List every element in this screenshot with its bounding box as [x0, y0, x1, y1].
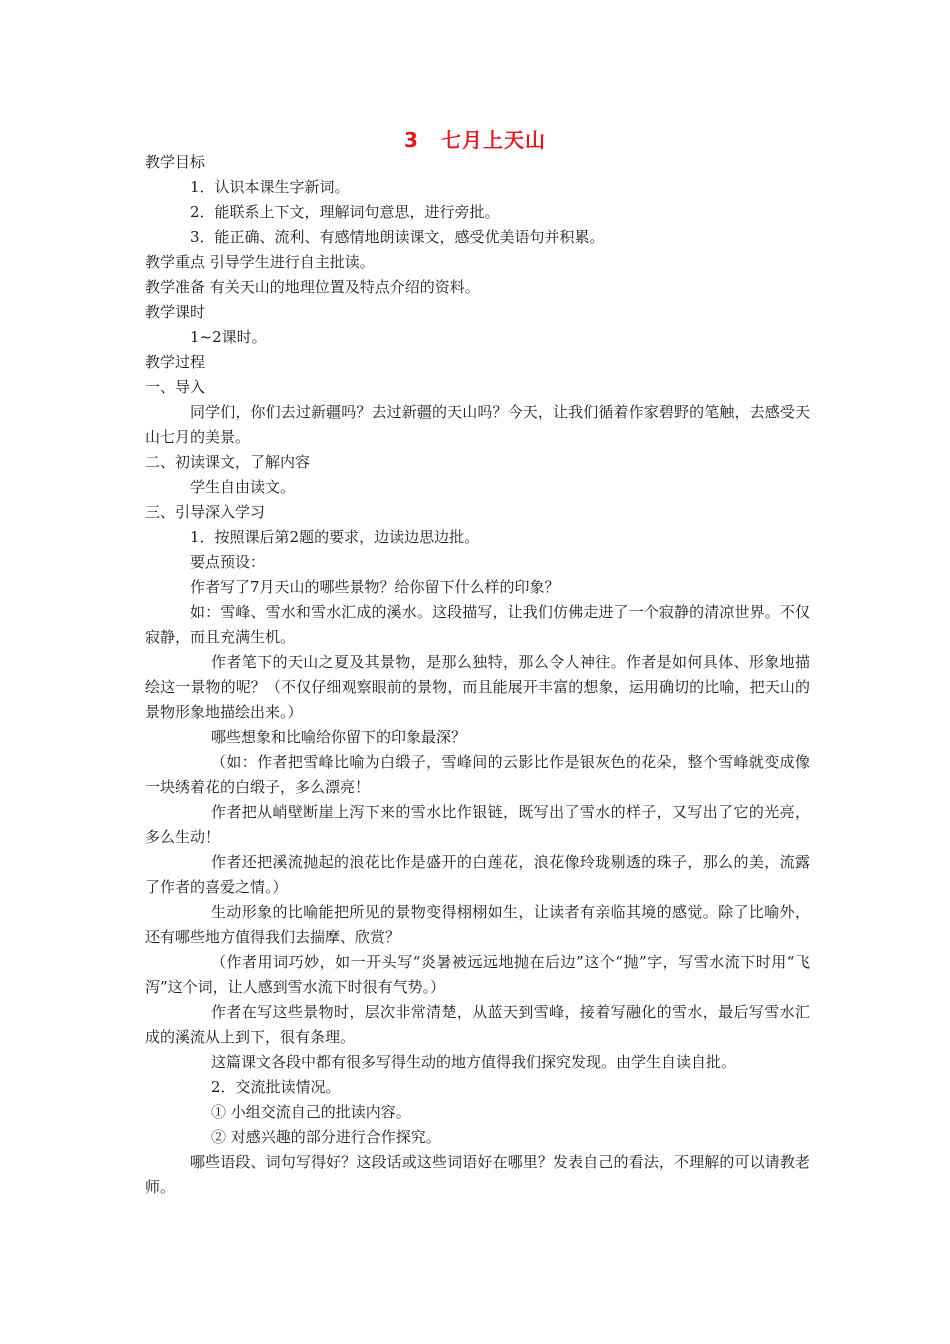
list-item: ② 对感兴趣的部分进行合作探究。 [211, 1128, 441, 1146]
paragraph: 要点预设： [190, 553, 266, 571]
step-item: 2．交流批读情况。 [211, 1078, 341, 1096]
paragraph: 同学们，你们去过新疆吗？去过新疆的天山吗？今天，让我们循着作家碧野的笔触，去感受天山七月的美景。 [145, 403, 810, 446]
paragraph: （作者用词巧妙，如一开头写“炎暑被远远地抛在后边”这个“抛”字，写雪水流下时用“飞泻”这个词，让人感到雪水流下时很有气势。） [145, 953, 810, 996]
section-heading: 一、导入 [145, 378, 206, 396]
paragraph: 如：雪峰、雪水和雪水汇成的溪水。这段描写，让我们仿佛走进了一个寂静的清凉世界。不仅寂静，而且充满生机。 [145, 603, 810, 646]
heading-hours: 教学课时 [145, 303, 206, 321]
paragraph: （如：作者把雪峰比喻为白缎子，雪峰间的云影比作是银灰色的花朵，整个雪峰就变成像一块绣着花的白缎子，多么漂亮！ [145, 753, 810, 796]
heading-process: 教学过程 [145, 353, 206, 371]
lesson-title: 七月上天山 [440, 128, 546, 152]
paragraph: 这篇课文各段中都有很多写得生动的地方值得我们探究发现。由学生自读自批。 [211, 1053, 737, 1071]
heading-goals: 教学目标 [145, 153, 206, 171]
goal-item: 1．认识本课生字新词。 [190, 178, 350, 196]
paragraph: 哪些语段、词句写得好？这段话或这些词语好在哪里？发表自己的看法，不理解的可以请教老师。 [145, 1153, 810, 1196]
paragraph: 学生自由读文。 [190, 478, 296, 496]
section-heading: 三、引导深入学习 [145, 503, 266, 521]
list-item: ① 小组交流自己的批读内容。 [211, 1103, 411, 1121]
paragraph: 作者把从峭壁断崖上泻下来的雪水比作银链，既写出了雪水的样子，又写出了它的光亮，多么生动！ [145, 803, 810, 846]
preparation: 教学准备 有关天山的地理位置及特点介绍的资料。 [145, 278, 480, 296]
paragraph: 生动形象的比喻能把所见的景物变得栩栩如生，让读者有亲临其境的感觉。除了比喻外，还有哪些地方值得我们去揣摩、欣赏？ [145, 903, 810, 946]
key-point: 教学重点 引导学生进行自主批读。 [145, 253, 375, 271]
lesson-number: 3 [404, 128, 419, 152]
paragraph: 作者写了7月天山的哪些景物？给你留下什么样的印象？ [190, 578, 560, 596]
paragraph: 作者笔下的天山之夏及其景物，是那么独特，那么令人神往。作者是如何具体、形象地描绘这一景物的呢？（不仅仔细观察眼前的景物，而且能展开丰富的想象，运用确切的比喻，把天山的景物形象地描绘出来。） [145, 653, 810, 721]
page-title [0, 124, 950, 153]
paragraph: 作者在写这些景物时，层次非常清楚，从蓝天到雪峰，接着写融化的雪水，最后写雪水汇成的溪流从上到下，很有条理。 [145, 1003, 810, 1046]
paragraph: 作者还把溪流抛起的浪花比作是盛开的白莲花，浪花像玲珑剔透的珠子，那么的美，流露了作者的喜爱之情。） [145, 853, 810, 896]
step-item: 1．按照课后第2题的要求，边读边思边批。 [190, 528, 480, 546]
section-heading: 二、初读课文，了解内容 [145, 453, 311, 471]
goal-item: 3．能正确、流利、有感情地朗读课文，感受优美语句并积累。 [190, 228, 605, 246]
paragraph: 哪些想象和比喻给你留下的印象最深？ [211, 728, 467, 746]
hours-value: 1~2课时。 [190, 328, 267, 346]
goal-item: 2．能联系上下文，理解词句意思，进行旁批。 [190, 203, 500, 221]
document-body [145, 150, 810, 1200]
